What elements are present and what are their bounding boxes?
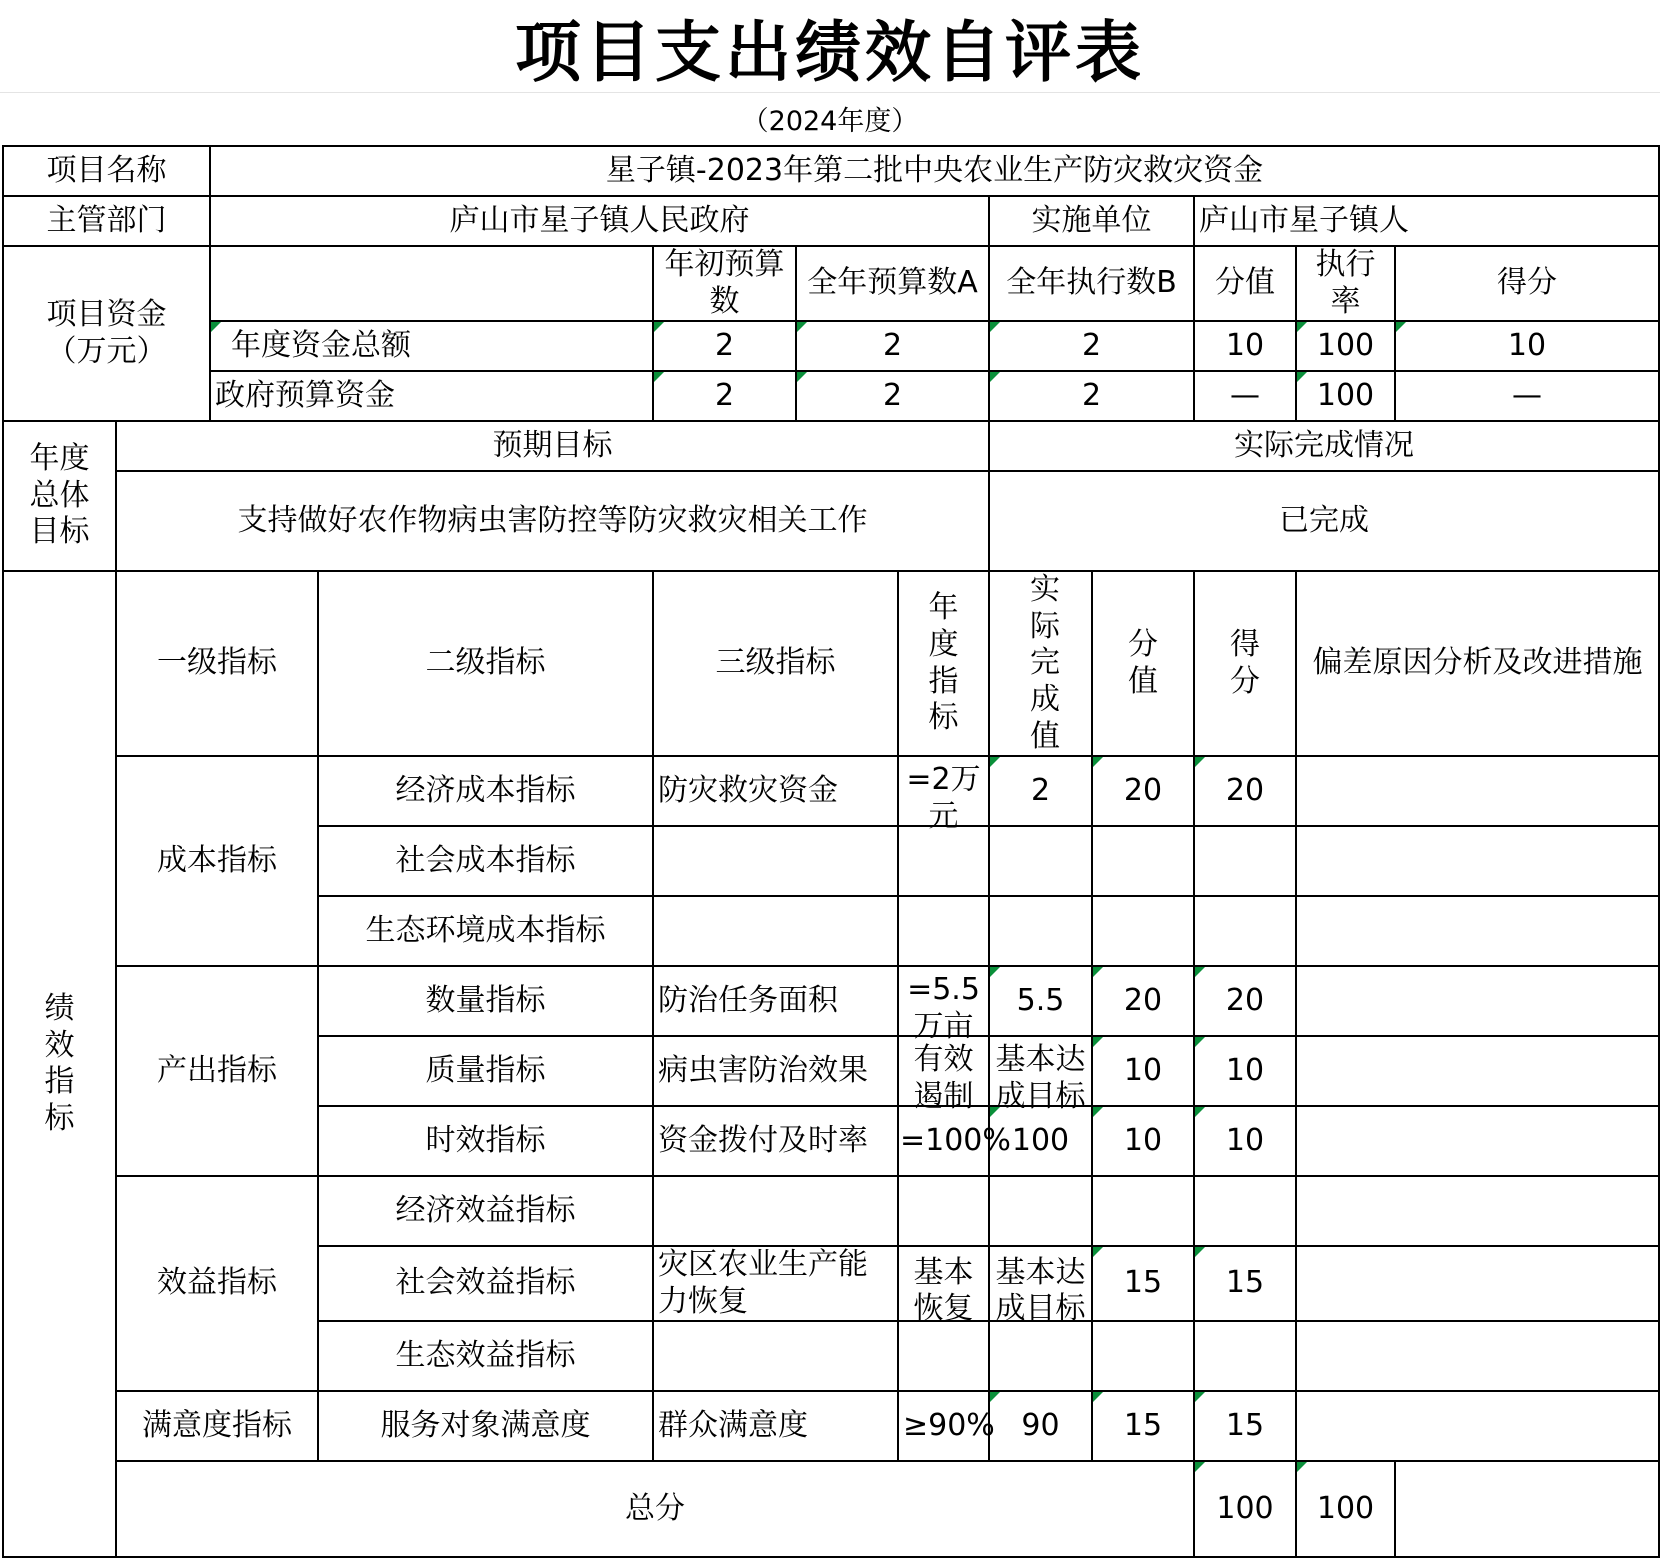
indicator-level2: 经济成本指标 xyxy=(318,756,653,826)
indicator-level3 xyxy=(653,826,898,896)
indicator-actual: 90 xyxy=(989,1391,1092,1461)
indicator-note xyxy=(1296,1246,1659,1321)
dept-label: 主管部门 xyxy=(3,196,210,246)
indicator-got xyxy=(1194,896,1296,966)
indicator-score xyxy=(1092,896,1194,966)
funds-header-got: 得分 xyxy=(1395,246,1659,321)
funds-header-score: 分值 xyxy=(1194,246,1296,321)
indicator-level1-output: 产出指标 xyxy=(116,966,318,1176)
indicator-level3: 灾区农业生产能力恢复 xyxy=(653,1246,898,1321)
indicator-header-level2: 二级指标 xyxy=(318,571,653,756)
funds-header-executed-b: 全年执行数B xyxy=(989,246,1194,321)
indicator-level2: 经济效益指标 xyxy=(318,1176,653,1246)
indicator-got: 15 xyxy=(1194,1246,1296,1321)
indicator-target: ≥90% xyxy=(898,1391,989,1461)
funds-header-initial: 年初预算数 xyxy=(653,246,796,321)
funds-header-blank xyxy=(210,246,653,321)
funds-header-annual-a: 全年预算数A xyxy=(796,246,989,321)
indicator-score: 10 xyxy=(1092,1036,1194,1106)
unit-label: 实施单位 xyxy=(989,196,1194,246)
indicator-got: 20 xyxy=(1194,756,1296,826)
indicator-target xyxy=(898,1176,989,1246)
funds-row-total-initial: 2 xyxy=(653,321,796,371)
indicator-target xyxy=(898,896,989,966)
indicator-note xyxy=(1296,966,1659,1036)
funds-row-total-rate: 100 xyxy=(1296,321,1395,371)
indicator-got xyxy=(1194,826,1296,896)
indicator-level3: 防灾救灾资金 xyxy=(653,756,898,826)
indicator-got xyxy=(1194,1176,1296,1246)
indicator-level2: 社会成本指标 xyxy=(318,826,653,896)
indicator-note xyxy=(1296,1391,1659,1461)
project-name-value: 星子镇-2023年第二批中央农业生产防灾救灾资金 xyxy=(210,146,1659,196)
indicator-note xyxy=(1296,1036,1659,1106)
indicator-score: 20 xyxy=(1092,756,1194,826)
indicator-score xyxy=(1092,1321,1194,1391)
indicator-header-target: 年度指标 xyxy=(898,571,989,756)
indicator-score: 15 xyxy=(1092,1246,1194,1321)
indicator-score: 15 xyxy=(1092,1391,1194,1461)
indicator-header-level3: 三级指标 xyxy=(653,571,898,756)
funds-row-total-score: 10 xyxy=(1194,321,1296,371)
dept-value: 庐山市星子镇人民政府 xyxy=(210,196,989,246)
indicator-target xyxy=(898,1321,989,1391)
indicator-level3 xyxy=(653,1176,898,1246)
indicator-level2: 时效指标 xyxy=(318,1106,653,1176)
indicator-target: 有效遏制 xyxy=(898,1036,989,1106)
funds-row-total-annual: 2 xyxy=(796,321,989,371)
indicator-actual xyxy=(989,1321,1092,1391)
total-got: 100 xyxy=(1296,1461,1395,1557)
funds-header-rate: 执行率 xyxy=(1296,246,1395,321)
year-subtitle: （2024年度） xyxy=(741,105,919,137)
total-score: 100 xyxy=(1194,1461,1296,1557)
funds-row-total-executed: 2 xyxy=(989,321,1194,371)
funds-row-gov-annual: 2 xyxy=(796,371,989,421)
indicator-actual: 2 xyxy=(989,756,1092,826)
indicator-header-score: 分值 xyxy=(1092,571,1194,756)
indicator-actual: 基本达成目标 xyxy=(989,1246,1092,1321)
indicator-got: 10 xyxy=(1194,1106,1296,1176)
indicator-level2: 数量指标 xyxy=(318,966,653,1036)
indicator-score: 20 xyxy=(1092,966,1194,1036)
indicator-level1-satisfaction: 满意度指标 xyxy=(116,1391,318,1461)
indicator-level3: 病虫害防治效果 xyxy=(653,1036,898,1106)
funds-row-gov-initial: 2 xyxy=(653,371,796,421)
funds-row-gov-executed: 2 xyxy=(989,371,1194,421)
indicator-note xyxy=(1296,826,1659,896)
indicator-got xyxy=(1194,1321,1296,1391)
indicator-level1-benefit: 效益指标 xyxy=(116,1176,318,1391)
funds-row-gov-got: — xyxy=(1395,371,1659,421)
total-note xyxy=(1395,1461,1659,1557)
indicator-actual xyxy=(989,896,1092,966)
goal-actual-label: 实际完成情况 xyxy=(989,421,1659,471)
indicator-target: =5.5万亩 xyxy=(898,966,989,1036)
indicator-header-actual: 实际完成值 xyxy=(989,571,1092,756)
unit-value: 庐山市星子镇人 xyxy=(1194,196,1659,246)
indicator-level2: 社会效益指标 xyxy=(318,1246,653,1321)
indicator-note xyxy=(1296,756,1659,826)
indicator-score: 10 xyxy=(1092,1106,1194,1176)
indicator-level2: 生态效益指标 xyxy=(318,1321,653,1391)
evaluation-table xyxy=(2,145,1660,1558)
funds-row-total-got: 10 xyxy=(1395,321,1659,371)
indicator-target xyxy=(898,826,989,896)
indicator-note xyxy=(1296,1321,1659,1391)
indicator-actual: 100 xyxy=(989,1106,1092,1176)
indicator-level3 xyxy=(653,1321,898,1391)
funds-row-gov-rate: 100 xyxy=(1296,371,1395,421)
indicator-level3: 群众满意度 xyxy=(653,1391,898,1461)
project-name-label: 项目名称 xyxy=(3,146,210,196)
indicator-score xyxy=(1092,1176,1194,1246)
indicator-level3: 防治任务面积 xyxy=(653,966,898,1036)
indicator-target: =100% xyxy=(898,1106,989,1176)
indicator-score xyxy=(1092,826,1194,896)
indicator-level1-cost: 成本指标 xyxy=(116,756,318,966)
indicator-level2: 生态环境成本指标 xyxy=(318,896,653,966)
goal-actual-value: 已完成 xyxy=(989,471,1659,571)
funds-row-total-label: 年度资金总额 xyxy=(210,321,653,371)
goal-expected-value: 支持做好农作物病虫害防控等防灾救灾相关工作 xyxy=(116,471,989,571)
indicator-actual xyxy=(989,1176,1092,1246)
indicator-level3: 资金拨付及时率 xyxy=(653,1106,898,1176)
funds-row-gov-label: 政府预算资金 xyxy=(210,371,653,421)
indicator-target: =2万元 xyxy=(898,756,989,826)
indicator-level3 xyxy=(653,896,898,966)
indicator-level2: 服务对象满意度 xyxy=(318,1391,653,1461)
indicator-got: 15 xyxy=(1194,1391,1296,1461)
indicator-actual: 5.5 xyxy=(989,966,1092,1036)
total-label: 总分 xyxy=(116,1461,1194,1557)
indicator-note xyxy=(1296,1106,1659,1176)
indicator-header-got: 得分 xyxy=(1194,571,1296,756)
indicator-note xyxy=(1296,1176,1659,1246)
goal-expected-label: 预期目标 xyxy=(116,421,989,471)
indicator-got: 20 xyxy=(1194,966,1296,1036)
indicator-target: 基本恢复 xyxy=(898,1246,989,1321)
funds-row-gov-score: — xyxy=(1194,371,1296,421)
indicator-level2: 质量指标 xyxy=(318,1036,653,1106)
page-title: 项目支出绩效自评表 xyxy=(0,0,1660,93)
indicators-section-label: 绩效指标 xyxy=(3,571,116,1557)
indicator-actual: 基本达成目标 xyxy=(989,1036,1092,1106)
indicator-note xyxy=(1296,896,1659,966)
indicator-header-level1: 一级指标 xyxy=(116,571,318,756)
indicator-got: 10 xyxy=(1194,1036,1296,1106)
indicator-actual xyxy=(989,826,1092,896)
goal-label: 年度总体目标 xyxy=(3,421,116,571)
funds-label: 项目资金（万元） xyxy=(3,246,210,421)
indicator-header-note: 偏差原因分析及改进措施 xyxy=(1296,571,1659,756)
